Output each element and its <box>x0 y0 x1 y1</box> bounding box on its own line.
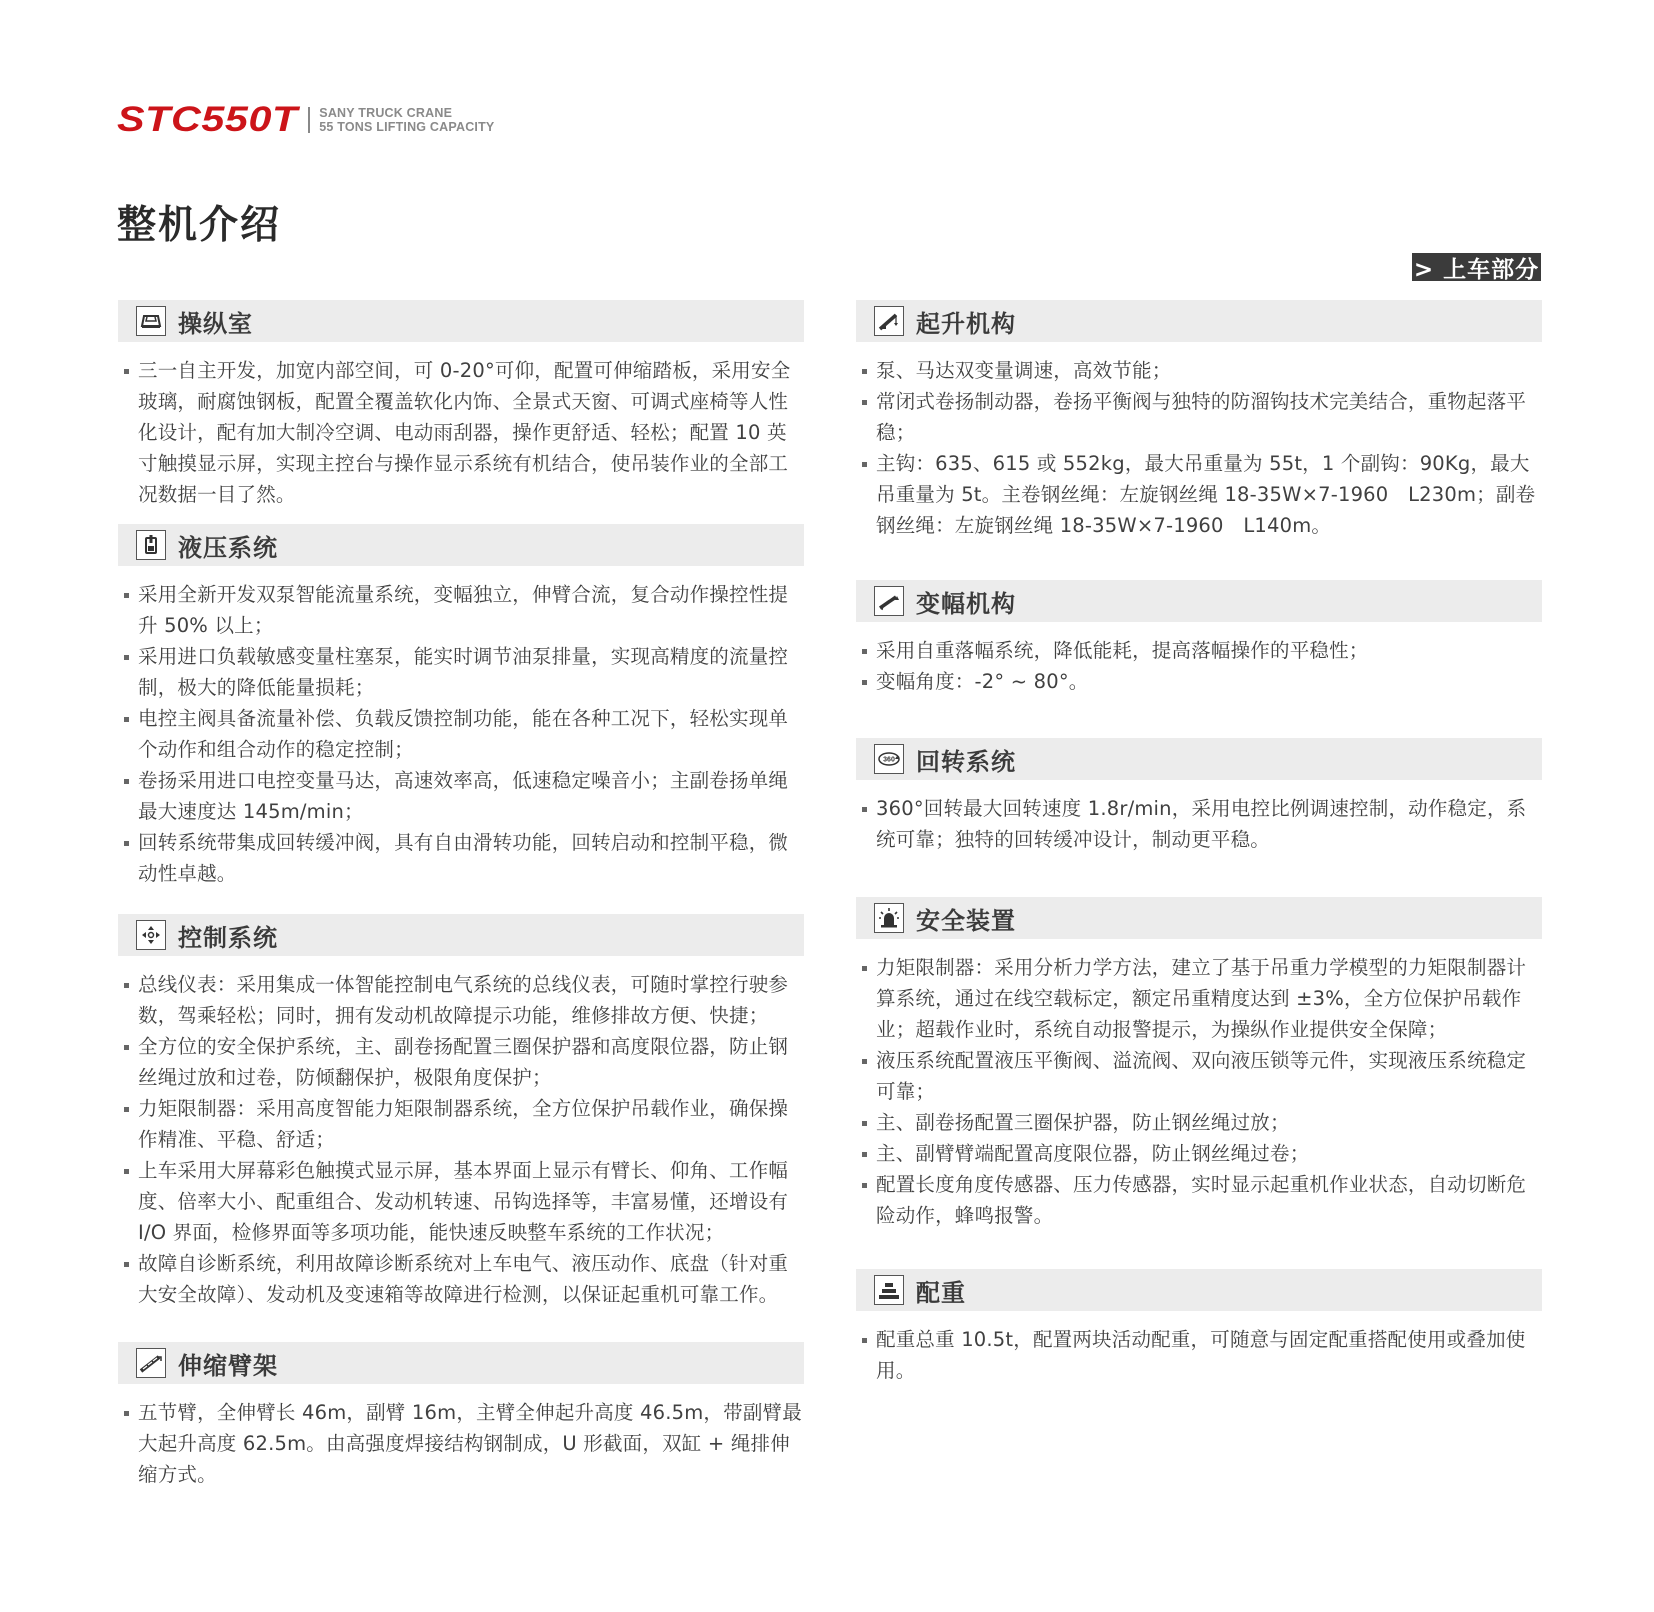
list-item: 常闭式卷扬制动器，卷扬平衡阀与独特的防溜钩技术完美结合，重物起落平稳； <box>876 386 1542 448</box>
section-boom <box>118 1342 804 1490</box>
list-item: 故障自诊断系统，利用故障诊断系统对上车电气、液压动作、底盘（针对重大安全故障）、发动机及变速箱等故障进行检测，以保证起重机可靠工作。 <box>138 1248 804 1310</box>
section-cab <box>118 300 804 524</box>
part-tag: > 上车部分 <box>1412 253 1541 281</box>
section-header <box>118 1342 804 1384</box>
list-item: 变幅角度：-2° ~ 80°。 <box>876 666 1542 697</box>
list-item: 主、副臂臂端配置高度限位器，防止钢丝绳过卷； <box>876 1138 1542 1169</box>
list-item: 泵、马达双变量调速，高效节能； <box>876 355 1542 386</box>
list-item: 五节臂，全伸臂长 46m，副臂 16m，主臂全伸起升高度 46.5m，带副臂最大起升高度 62.5m。由高强度焊接结构钢制成，U 形截面，双缸 + 绳排伸缩方式。 <box>138 1397 804 1490</box>
section-title: 液压系统 <box>178 533 278 562</box>
section-title: 变幅机构 <box>916 589 1016 618</box>
list-item: 配置长度角度传感器、压力传感器，实时显示起重机作业状态，自动切断危险动作，蜂鸣报警。 <box>876 1169 1542 1231</box>
control-icon <box>136 920 166 950</box>
list-item: 全方位的安全保护系统，主、副卷扬配置三圈保护器和高度限位器，防止钢丝绳过放和过卷，防倾翻保护，极限角度保护； <box>138 1031 804 1093</box>
hydraulic-icon <box>136 530 166 560</box>
list-item: 上车采用大屏幕彩色触摸式显示屏，基本界面上显示有臂长、仰角、工作幅度、倍率大小、配重组合、发动机转速、吊钩选择等，丰富易懂，还增设有 I/O 界面，检修界面等多项功能，能快速反映整车系统的工作状况； <box>138 1155 804 1248</box>
list-item: 力矩限制器：采用高度智能力矩限制器系统，全方位保护吊载作业，确保操作精准、平稳、舒适； <box>138 1093 804 1155</box>
list-item: 采用全新开发双泵智能流量系统，变幅独立，伸臂合流，复合动作操控性提升 50% 以上； <box>138 579 804 641</box>
section-title: 操纵室 <box>178 309 253 338</box>
section-title: 起升机构 <box>916 309 1016 338</box>
section-counterweight <box>856 1269 1542 1386</box>
list-item: 液压系统配置液压平衡阀、溢流阀、双向液压锁等元件，实现液压系统稳定可靠； <box>876 1045 1542 1107</box>
list-item: 采用进口负载敏感变量柱塞泵，能实时调节油泵排量，实现高精度的流量控制，极大的降低能量损耗； <box>138 641 804 703</box>
section-title: 伸缩臂架 <box>178 1351 278 1380</box>
list-item: 力矩限制器：采用分析力学方法，建立了基于吊重力学模型的力矩限制器计算系统，通过在线空载标定，额定吊重精度达到 ±3%，全方位保护吊载作业；超载作业时，系统自动报警提示，为操纵作业提供安全保障； <box>876 952 1542 1045</box>
section-header <box>856 897 1542 939</box>
section-title: 配重 <box>916 1278 966 1307</box>
section-slewing <box>856 738 1542 897</box>
section-hoist <box>856 300 1542 580</box>
list-item: 回转系统带集成回转缓冲阀，具有自由滑转功能，回转启动和控制平稳，微动性卓越。 <box>138 827 804 889</box>
model-logo: STC550T <box>117 100 298 139</box>
section-header <box>118 524 804 566</box>
list-item: 配重总重 10.5t，配置两块活动配重，可随意与固定配重搭配使用或叠加使用。 <box>876 1324 1542 1386</box>
section-header <box>856 1269 1542 1311</box>
list-item: 主、副卷扬配置三圈保护器，防止钢丝绳过放； <box>876 1107 1542 1138</box>
section-title: 控制系统 <box>178 923 278 952</box>
list-item: 总线仪表：采用集成一体智能控制电气系统的总线仪表，可随时掌控行驶参数，驾乘轻松；同时，拥有发动机故障提示功能，维修排故方便、快捷； <box>138 969 804 1031</box>
list-item: 主钩：635、615 或 552kg，最大吊重量为 55t，1 个副钩：90Kg，最大吊重量为 5t。主卷钢丝绳：左旋钢丝绳 18-35W×7-1960 L230m；副卷钢丝绳：左旋钢丝绳 18-35W×7-1960 L140m。 <box>876 448 1542 541</box>
logo-divider <box>308 107 310 133</box>
section-safety <box>856 897 1542 1269</box>
section-header <box>856 580 1542 622</box>
section-title: 安全装置 <box>916 906 1016 935</box>
slewing-360-icon <box>874 744 904 774</box>
section-hydraulic <box>118 524 804 914</box>
list-item: 采用自重落幅系统，降低能耗，提高落幅操作的平稳性； <box>876 635 1542 666</box>
brand-subtitle-line1: SANY TRUCK CRANE <box>319 106 453 120</box>
brand-subtitle <box>319 106 494 134</box>
section-luffing <box>856 580 1542 738</box>
luffing-icon <box>874 586 904 616</box>
list-item: 360°回转最大回转速度 1.8r/min，采用电控比例调速控制，动作稳定，系统可靠；独特的回转缓冲设计，制动更平稳。 <box>876 793 1542 855</box>
section-title: 回转系统 <box>916 747 1016 776</box>
section-control <box>118 914 804 1342</box>
page-title: 整机介绍 <box>117 203 282 248</box>
counterweight-icon <box>874 1275 904 1305</box>
section-header <box>856 738 1542 780</box>
section-header <box>118 914 804 956</box>
list-item: 电控主阀具备流量补偿、负载反馈控制功能，能在各种工况下，轻松实现单个动作和组合动作的稳定控制； <box>138 703 804 765</box>
left-column <box>118 300 804 1490</box>
brand-subtitle-line2: 55 TONS LIFTING CAPACITY <box>319 120 495 134</box>
hoist-icon <box>874 306 904 336</box>
list-item: 三一自主开发，加宽内部空间，可 0-20°可仰，配置可伸缩踏板，采用安全玻璃，耐腐蚀钢板，配置全覆盖软化内饰、全景式天窗、可调式座椅等人性化设计，配有加大制冷空调、电动雨刮器，操作更舒适、轻松；配置 10 英寸触摸显示屏，实现主控台与操作显示系统有机结合，使吊装作业的全部工况数据一目了然。 <box>138 355 804 510</box>
right-column <box>856 300 1542 1386</box>
svg-text:360: 360 <box>883 756 895 764</box>
cab-icon <box>136 306 166 336</box>
brand-header <box>117 100 494 140</box>
safety-alarm-icon <box>874 903 904 933</box>
section-header <box>118 300 804 342</box>
section-header <box>856 300 1542 342</box>
boom-icon <box>136 1348 166 1378</box>
list-item: 卷扬采用进口电控变量马达，高速效率高，低速稳定噪音小；主副卷扬单绳最大速度达 145m/min； <box>138 765 804 827</box>
